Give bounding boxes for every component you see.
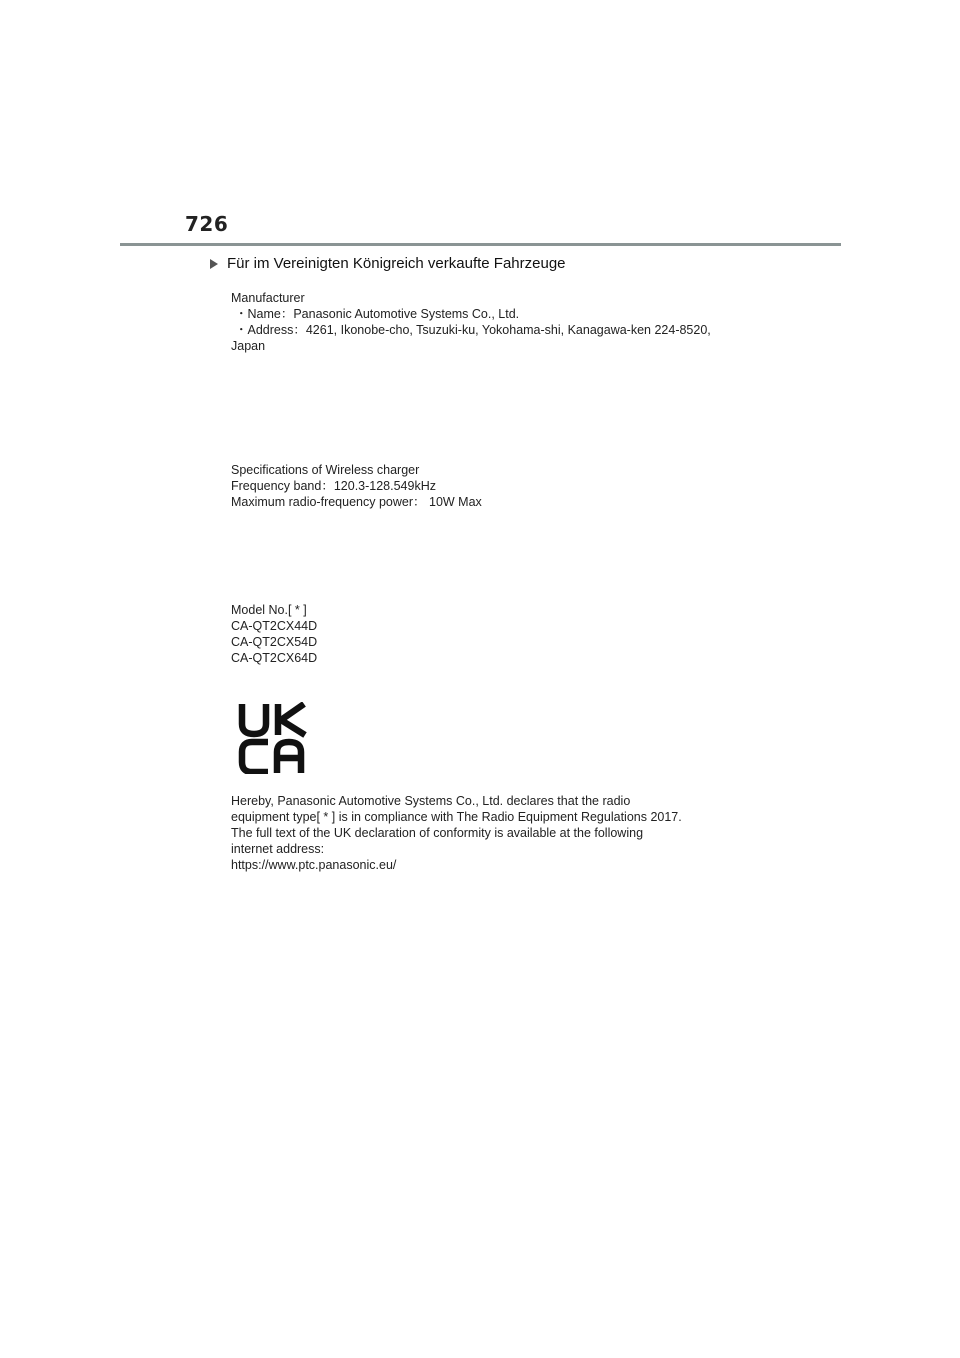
manufacturer-title: Manufacturer	[231, 291, 305, 305]
declaration-line: equipment type[ * ] is in compliance with The Radio Equipment Regulations 2017.	[231, 810, 682, 824]
declaration-line: internet address:	[231, 842, 325, 856]
model-block	[231, 602, 317, 666]
frequency-band: Frequency band：120.3-128.549kHz	[231, 479, 436, 493]
model-number: CA-QT2CX54D	[231, 635, 318, 649]
section-heading	[210, 255, 566, 272]
declaration-line: Hereby, Panasonic Automotive Systems Co., Ltd. declares that the radio	[231, 794, 631, 808]
triangle-right-icon	[210, 259, 218, 269]
manufacturer-country: Japan	[231, 339, 266, 353]
page-number: 726	[185, 212, 229, 236]
model-number: CA-QT2CX64D	[231, 651, 318, 665]
manufacturer-block	[231, 290, 711, 354]
specifications-title: Specifications of Wireless charger	[231, 463, 420, 477]
ukca-mark-icon	[238, 702, 308, 774]
max-rf-power: Maximum radio-frequency power： 10W Max	[231, 495, 482, 509]
manufacturer-name: ・Name：Panasonic Automotive Systems Co., Ltd.	[235, 307, 520, 321]
declaration-url: https://www.ptc.panasonic.eu/	[231, 858, 397, 872]
header-divider	[120, 243, 841, 246]
model-title: Model No.[ * ]	[231, 603, 307, 617]
declaration-block	[231, 793, 682, 873]
ukca-mark-logo	[238, 702, 308, 774]
manufacturer-address: ・Address：4261, Ikonobe-cho, Tsuzuki-ku, Yokohama-shi, Kanagawa-ken 224-8520,	[235, 323, 711, 337]
section-heading-text: Für im Vereinigten Königreich verkaufte Fahrzeuge	[227, 255, 566, 272]
specifications-block	[231, 462, 482, 510]
model-number: CA-QT2CX44D	[231, 619, 318, 633]
declaration-line: The full text of the UK declaration of conformity is available at the following	[231, 826, 644, 840]
